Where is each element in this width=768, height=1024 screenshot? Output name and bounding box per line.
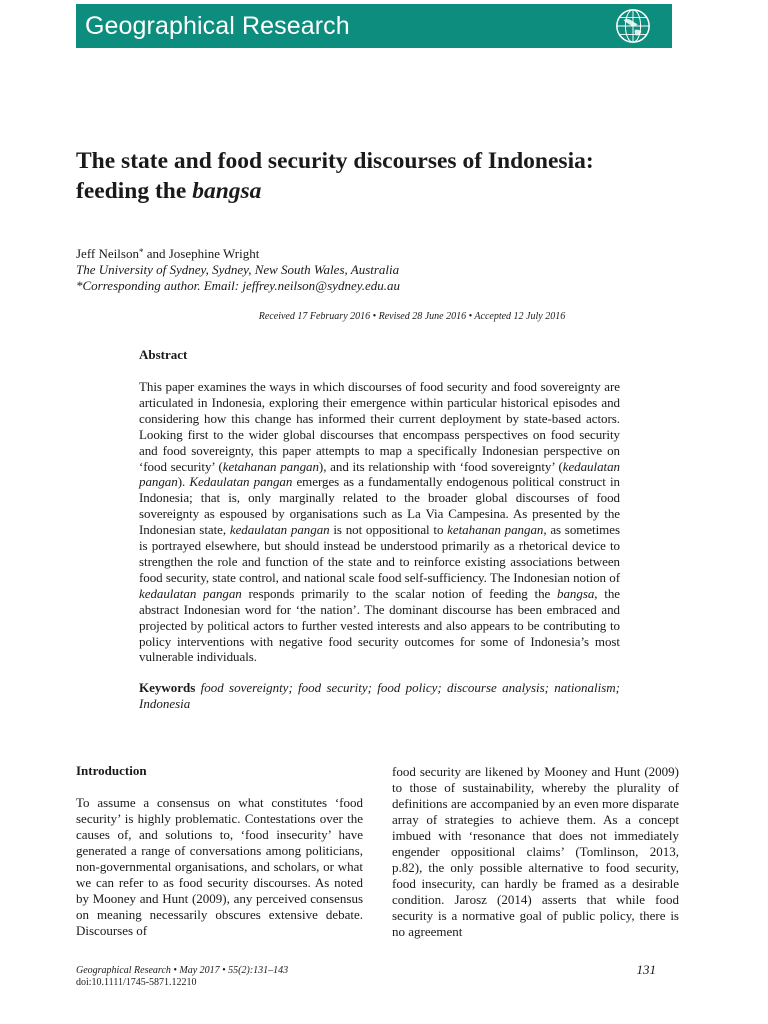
abstract-italic: Kedaulatan pangan bbox=[189, 474, 293, 490]
abstract-run: This paper examines the ways in which discourses of food security and food sovereignty are articulated in Indonesia, exploring their emergence within particular historical episodes and considering how this change has informed their current deployment by state-based actors. Looking first to the wider global discourses that encompass perspectives on food security and food sovereignty, this paper attempts to map a specifically Indonesian perspective on ‘food security’ ( bbox=[139, 379, 620, 474]
title-line-1: The state and food security discourses of Indonesia: bbox=[76, 148, 594, 174]
author-2: and Josephine Wright bbox=[143, 246, 260, 261]
abstract-run: ). bbox=[177, 474, 190, 490]
footer-citation: Geographical Research • May 2017 • 55(2):131–143 bbox=[76, 965, 289, 976]
journal-name: Geographical Research bbox=[85, 12, 350, 40]
page-number: 131 bbox=[636, 962, 656, 977]
affiliation: The University of Sydney, Sydney, New South Wales, Australia bbox=[76, 262, 400, 277]
author-block bbox=[76, 246, 696, 294]
section-heading-introduction: Introduction bbox=[76, 763, 147, 778]
body-paragraph: food security are likened by Mooney and Hunt (2009) to those of sustainability, whereby the plurality of definitions are accompanied by an even more disparate array of strategies to achieve them. As a concept imbued with ‘resonance that does not immediately engender oppositional claims’ (Tomlinson, 2013, p.82), the only possible alternative to food security, food insecurity, can hardly be framed as a desirable condition. Jarosz (2014) asserts that while food security is a normative goal of public policy, there is no agreement bbox=[392, 764, 679, 939]
title-line-2: feeding the bbox=[76, 178, 193, 204]
abstract-italic: kedaulatan pangan bbox=[139, 458, 620, 490]
abstract-italic: kedaulatan pangan bbox=[229, 522, 330, 538]
corresponding-author: *Corresponding author. Email: jeffrey.neilson@sydney.edu.au bbox=[76, 278, 401, 293]
article-title bbox=[76, 146, 696, 206]
abstract-italic: kedaulatan pangan bbox=[139, 585, 242, 601]
abstract-run: , as sometimes is portrayed elsewhere, but should instead be understood primarily as a rhetorical device to strengthen the role and function of the state and to reinforce existing associations between food security, state control, and national scale food self-sufficiency. The Indonesian notion of bbox=[139, 522, 620, 585]
corresponding-marker: * bbox=[138, 247, 144, 257]
abstract-run: , the abstract Indonesian word for ‘the nation’. The dominant discourse has been embraced and projected by political actors to further vested interests and also appears to be contributing to policy interventions with negative food security outcomes for some of Indonesia’s most vulnerable individuals. bbox=[139, 585, 621, 665]
body-paragraph: To assume a consensus on what constitutes ‘food security’ is highly problematic. Contestations over the causes of, and solutions to, ‘food insecurity’ have generated a range of conversations among politicians, non-governmental organisations, and scholars, or what we can refer to as food security discourses. As noted by Mooney and Hunt (2009), any perceived consensus on meaning necessarily obscures extensive debate. Discourses of bbox=[76, 795, 363, 938]
abstract-section bbox=[139, 347, 620, 712]
abstract-heading: Abstract bbox=[139, 347, 188, 362]
footer-doi: doi:10.1111/1745-5871.12210 bbox=[76, 977, 197, 988]
keywords-list: food sovereignty; food security; food policy; discourse analysis; nationalism; Indonesia bbox=[139, 680, 621, 712]
body-column-right bbox=[392, 764, 679, 940]
abstract-italic: ketahanan pangan bbox=[222, 458, 319, 474]
abstract-run: is not oppositional to bbox=[329, 522, 448, 538]
footer-citation-block bbox=[76, 965, 288, 989]
keywords bbox=[139, 680, 620, 712]
keywords-label: Keywords bbox=[139, 680, 196, 696]
author-names bbox=[76, 246, 696, 262]
abstract-italic: bangsa bbox=[557, 585, 595, 601]
globe-emblem-icon bbox=[614, 7, 652, 45]
abstract-run: responds primarily to the scalar notion of feeding the bbox=[241, 585, 558, 601]
abstract-run: emerges as a fundamentally endogenous political construct in Indonesia; that is, only marginally related to the broader global discourses of food sovereignty as espoused by organisations such as La Via Campesina. As presented by the Indonesian state, bbox=[139, 474, 620, 538]
journal-banner bbox=[76, 4, 672, 48]
article-dates: Received 17 February 2016 • Revised 28 June 2016 • Accepted 12 July 2016 bbox=[258, 311, 566, 322]
abstract-italic: ketahanan pangan bbox=[447, 522, 544, 538]
body-column-left bbox=[76, 763, 363, 939]
title-italic-word: bangsa bbox=[192, 178, 262, 204]
author-1: Jeff Neilson bbox=[76, 246, 139, 261]
abstract-run: ), and its relationship with ‘food sovereignty’ ( bbox=[318, 458, 563, 474]
abstract-text bbox=[139, 379, 620, 665]
